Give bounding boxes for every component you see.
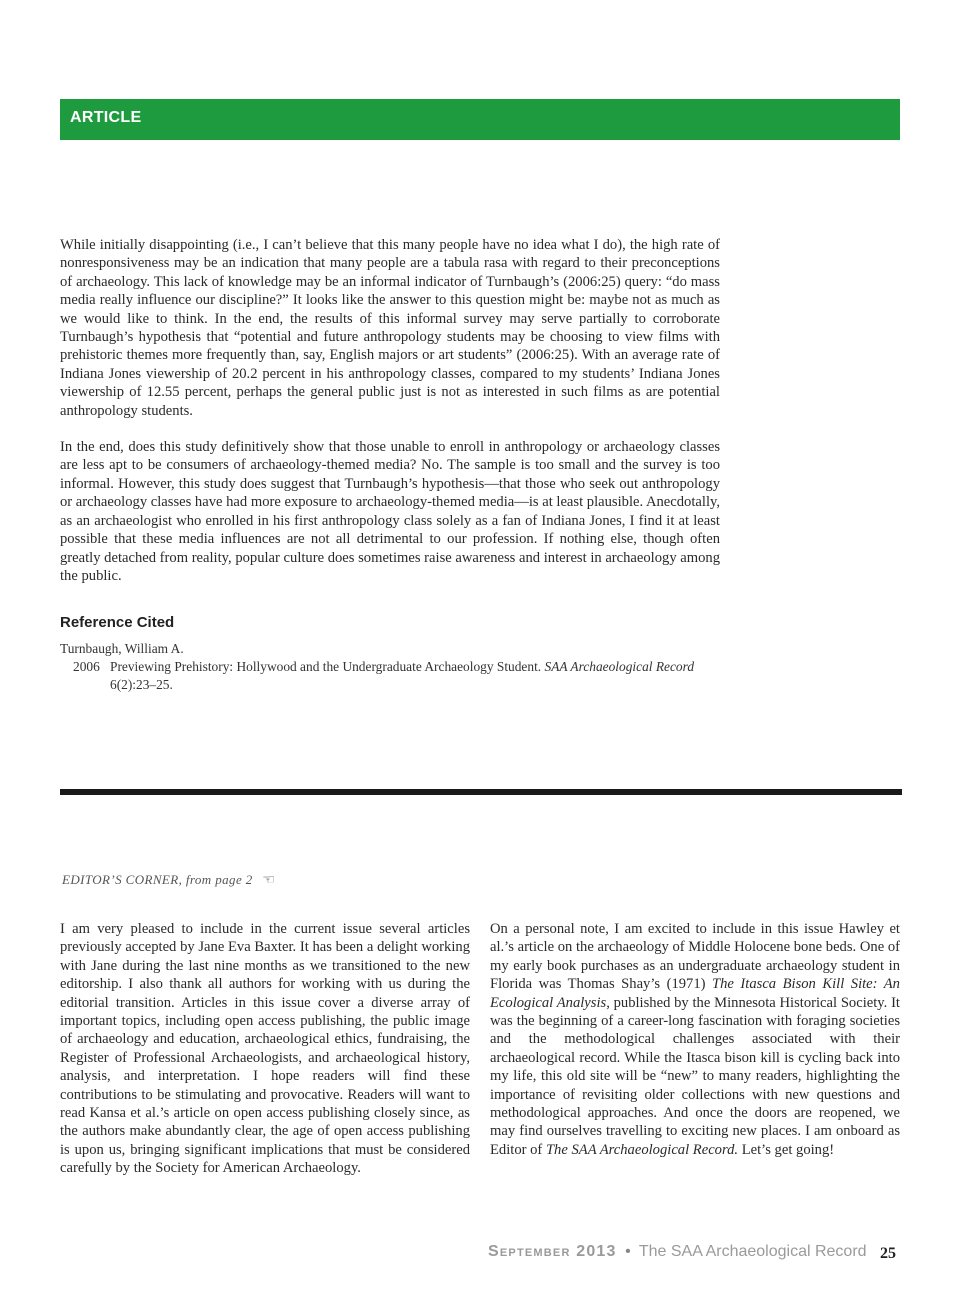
- page-footer: [488, 1243, 867, 1261]
- reference-citation: [110, 658, 750, 694]
- pointing-hand-icon: ☜: [262, 873, 276, 888]
- reference-year: 2006: [73, 659, 100, 674]
- section-divider: [60, 789, 902, 795]
- footer-publication: The SAA Archaeological Record: [638, 1243, 867, 1260]
- editors-corner-heading: [62, 872, 275, 889]
- page-number: 25: [880, 1245, 896, 1262]
- book-title: The Itasca Bison Kill Site: An Ecological Analysis: [490, 976, 900, 1011]
- article-body: [60, 236, 720, 585]
- reference-author: Turnbaugh, William A.: [60, 641, 184, 656]
- footer-issue-date: September 2013: [488, 1243, 617, 1260]
- references-heading: Reference Cited: [60, 614, 175, 631]
- editors-corner-right-column: [490, 920, 900, 1159]
- article-paragraph: While initially disappointing (i.e., I can’t believe that this many people have no idea what I do), the high rate of nonresponsiveness may be an indication that many people are a tabula rasa with regard to their preconceptions of archaeology. This lack of knowledge may be an informal indicator of Turnbaugh’s (2006:25) query: “do mass media really influence our discipline?” It looks like the answer to this question might be: maybe not as much as we would like to think. In the end, the results of this informal survey may serve partially to corroborate Turnbaugh’s hypothesis that “potential and future anthropology students may be choosing to view films with prehistoric themes more frequently than, say, English majors or art students” (2006:25). With an average rate of Indiana Jones viewership of 20.2 percent in his anthropology classes, compared to my students’ Indiana Jones viewership of 12.55 percent, perhaps the general public just is not as interested in such films as are potential anthropology students.: [60, 237, 720, 419]
- editors-corner-left-column: [60, 920, 470, 1178]
- banner-label: ARTICLE: [70, 109, 142, 126]
- reference-journal: SAA Archaeological Record: [544, 659, 695, 674]
- footer-separator: •: [625, 1243, 631, 1260]
- editors-corner-title: EDITOR’S CORNER,: [62, 872, 183, 887]
- article-paragraph: In the end, does this study definitively show that those unable to enroll in anthropology or archaeology classes are less apt to be consumers of archaeology-themed media? No. The sample is too small and the survey is too informal. However, this study does suggest that Turnbaugh’s hypothesis—that those who seek out anthropology or archaeology classes have had more exposure to archaeology-themed media—is at least plausible. Anecdotally, as an archaeologist who enrolled in his first anthropology class solely as a fan of Indiana Jones, I find it at least possible that these media influences are not all detrimental to our profession. If nothing else, though often greatly detached from reality, popular culture does sometimes raise awareness and interest in archaeology among the public.: [60, 439, 720, 584]
- editors-corner-paragraph: [490, 920, 900, 1159]
- journal-title: The SAA Archaeological Record.: [545, 1141, 739, 1158]
- editors-corner-from-page: from page 2: [185, 872, 253, 887]
- text-run: , published by the Minnesota Historical Society. It was the beginning of a career-long fascination with foraging societies and the methodological challenges associated with their archaeological record. While the Itasca bison kill is cycling back into my life, this old site will be “new” to many readers, highlighting the importance of revisiting older collections with new questions and methodological approaches. And once the doors are reopened, we may find ourselves travelling to exciting new places. I am onboard as Editor of: [490, 994, 900, 1158]
- reference-title: Previewing Prehistory: Hollywood and the Undergraduate Archaeology Student.: [110, 659, 542, 674]
- reference-volume: 6(2):23–25.: [110, 677, 173, 692]
- article-banner: [60, 99, 900, 140]
- text-run: On a personal note, I am excited to include in this issue Hawley et al.’s article on the archaeology of Middle Holocene bone beds. One of my early book purchases as an undergraduate archaeology student in Florida was Thomas Shay’s (1971): [490, 921, 900, 993]
- text-run: Let’s get going!: [738, 1141, 835, 1158]
- editors-corner-paragraph: I am very pleased to include in the current issue several articles previously accepted by Jane Eva Baxter. It has been a delight working with Jane during the last nine months as we transitioned to the new editorship. I also thank all authors for working with us during the editorial transition. Articles in this issue cover a diverse array of important topics, including open access publishing, the public image of archaeology and education, archaeological ethics, fundraising, the Register of Professional Archaeologists, and archaeological history, analysis, and interpretation. I hope readers will find these contributions to be stimulating and provocative. Readers will want to read Kansa et al.’s article on open access publishing closely since, as the authors make abundantly clear, the age of open access publishing is upon us, bringing significant implications that must be considered carefully by the Society for American Archaeology.: [60, 921, 470, 1177]
